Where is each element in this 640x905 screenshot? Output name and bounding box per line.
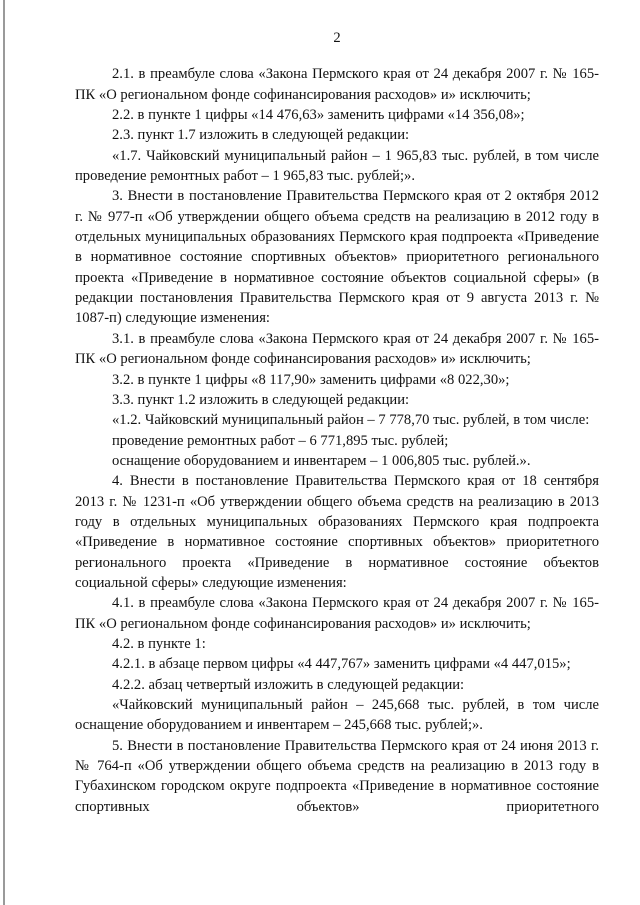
paragraph-3: 3. Внести в постановление Правительства Пермского края от 2 октября 2012 г. № 977-п «Об утверждении общего объема средств на реализацию в 2012 году в отдельных муниципальных образованиях Пермского края подпроекта «Приведение в нормативное состояние спортивных объектов» приоритетного регионального проекта «Приведение в нормативное состояние объектов социальной сферы» (в редакции постановления Правительства Пермского края от 9 августа 2013 г. № 1087-п) следующие изменения: [75, 188, 599, 327]
paragraph-2-2: 2.2. в пункте 1 цифры «14 476,63» заменить цифрами «14 356,08»; [112, 107, 525, 124]
paragraph-4-2: 4.2. в пункте 1: [112, 635, 206, 652]
page-number: 2 [333, 30, 341, 46]
paragraph-equipment: оснащение оборудованием и инвентарем – 1 006,805 тыс. рублей.». [112, 452, 531, 469]
paragraph-3-1: 3.1. в преамбуле слова «Закона Пермского края от 24 декабря 2007 г. № 165-ПК «О региональном фонде софинансирования расходов» и» исключить; [75, 330, 599, 368]
paragraph-1-2-quote: «1.2. Чайковский муниципальный район – 7 778,70 тыс. рублей, в том числе: [112, 412, 590, 429]
paragraph-4-2-1: 4.2.1. в абзаце первом цифры «4 447,767» заменить цифрами «4 447,015»; [112, 656, 571, 673]
paragraph-chaikovsky-quote: «Чайковский муниципальный район – 245,668 тыс. рублей, в том числе оснащение оборудованием и инвентарем – 245,668 тыс. рублей;». [75, 697, 599, 734]
paragraph-4-2-2: 4.2.2. абзац четвертый изложить в следующей редакции: [112, 676, 465, 693]
paragraph-repair-works: проведение ремонтных работ – 6 771,895 тыс. рублей; [112, 432, 449, 449]
paragraph-4: 4. Внести в постановление Правительства Пермского края от 18 сентября 2013 г. № 1231-п «Об утверждении общего объема средств на реализацию в 2013 году в отдельных муниципальных образованиях Пермского края подпроекта «Приведение в нормативное состояние спортивных объектов» приоритетного регионального проекта «Приведение в нормативное состояние объектов социальной сферы» следующие изменения: [75, 473, 599, 591]
paragraph-3-2: 3.2. в пункте 1 цифры «8 117,90» заменить цифрами «8 022,30»; [112, 371, 510, 388]
paragraph-3-3: 3.3. пункт 1.2 изложить в следующей редакции: [112, 391, 410, 408]
document-page [75, 28, 599, 817]
paragraph-2-3: 2.3. пункт 1.7 изложить в следующей редакции: [112, 127, 410, 144]
paragraph-1-7-quote: «1.7. Чайковский муниципальный район – 1 965,83 тыс. рублей, в том числе проведение ремонтных работ – 1 965,83 тыс. рублей;». [75, 147, 599, 185]
paragraph-5: 5. Внести в постановление Правительства Пермского края от 24 июня 2013 г. № 764-п «Об утверждении общего объема средств на реализацию в 2013 году в Губахинском городском округе подпроекта «Приведение в нормативное состояние спортивных объектов» приоритетного [75, 737, 599, 815]
paragraph-4-1: 4.1. в преамбуле слова «Закона Пермского края от 24 декабря 2007 г. № 165-ПК «О региональном фонде софинансирования расходов» и» исключить; [75, 595, 599, 632]
scan-edge-line [3, 0, 5, 905]
paragraph-2-1: 2.1. в преамбуле слова «Закона Пермского края от 24 декабря 2007 г. № 165-ПК «О региональном фонде софинансирования расходов» и» исключить; [75, 66, 599, 103]
